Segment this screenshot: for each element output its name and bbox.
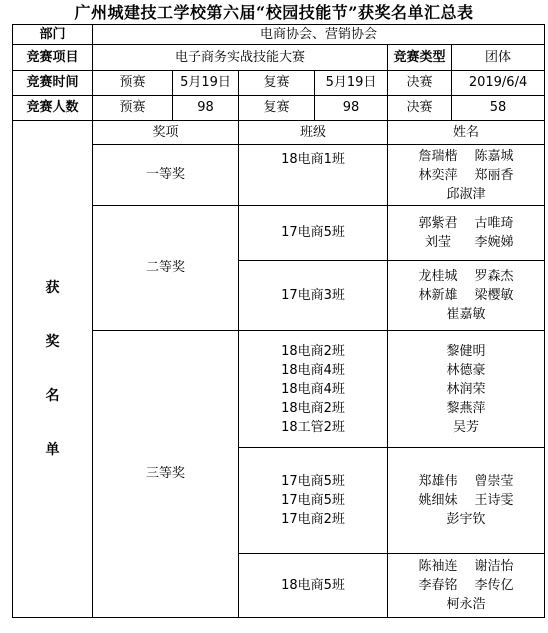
award-list-side-label: 获 奖 名 单 [13, 121, 93, 618]
first-prize-names: 詹瑞楷 陈嘉城 林奕萍 郑丽香 邱淑津 [388, 145, 545, 206]
first-prize-row [13, 145, 545, 206]
time-label: 竞赛时间 [13, 71, 93, 96]
name-column-header: 姓名 [388, 121, 545, 145]
class-column-header: 班级 [239, 121, 388, 145]
third-prize-classes-2: 17电商5班 17电商5班 17电商2班 [239, 448, 388, 554]
time-row [13, 71, 545, 96]
project-row [13, 45, 545, 71]
third-prize-names-2: 郑雄伟 曾崇莹 姚细妹 王诗雯 彭宇钦 [388, 448, 545, 554]
semi-count: 98 [315, 96, 388, 121]
pre-count-label: 预赛 [93, 96, 173, 121]
first-prize-label: 一等奖 [93, 145, 239, 206]
third-prize-row-1 [13, 331, 545, 448]
second-prize-row-1 [13, 206, 545, 261]
award-table [12, 24, 545, 618]
first-prize-class: 18电商1班 [239, 145, 388, 206]
final-count: 58 [452, 96, 545, 121]
semi-date: 5月19日 [315, 71, 388, 96]
dept-row [13, 25, 545, 45]
award-column-header: 奖项 [93, 121, 239, 145]
second-prize-names-1: 郭紫君 古唯琦 刘莹 李婉娣 [388, 206, 545, 261]
dept-label: 部门 [13, 25, 93, 45]
second-prize-names-2: 龙桂城 罗森杰 林新雄 梁樱敏 崔嘉敏 [388, 261, 545, 331]
page-title: 广州城建技工学校第六届“校园技能节”获奖名单汇总表 [74, 3, 474, 22]
count-label: 竞赛人数 [13, 96, 93, 121]
pre-count: 98 [173, 96, 239, 121]
pre-date: 5月19日 [173, 71, 239, 96]
project-label: 竞赛项目 [13, 45, 93, 71]
type-label: 竞赛类型 [388, 45, 452, 71]
second-prize-class-1: 17电商5班 [239, 206, 388, 261]
second-prize-label: 二等奖 [93, 206, 239, 331]
semi-label: 复赛 [239, 71, 315, 96]
third-prize-class-3: 18电商5班 [239, 554, 388, 618]
third-prize-classes-1: 18电商2班 18电商4班 18电商4班 18电商2班 18工管2班 [239, 331, 388, 448]
list-header-row [13, 121, 545, 145]
third-prize-names-3: 陈袖连 谢洁怡 李春铭 李传亿 柯永浩 [388, 554, 545, 618]
count-row [13, 96, 545, 121]
semi-count-label: 复赛 [239, 96, 315, 121]
dept-value: 电商协会、营销协会 [93, 25, 545, 45]
final-count-label: 决赛 [388, 96, 452, 121]
final-date: 2019/6/4 [452, 71, 545, 96]
final-label: 决赛 [388, 71, 452, 96]
second-prize-class-2: 17电商3班 [239, 261, 388, 331]
third-prize-names-1: 黎健明 林德豪 林润荣 黎燕萍 吴芳 [388, 331, 545, 448]
pre-label: 预赛 [93, 71, 173, 96]
project-value: 电子商务实战技能大赛 [93, 45, 388, 71]
type-value: 团体 [452, 45, 545, 71]
third-prize-label: 三等奖 [93, 331, 239, 618]
